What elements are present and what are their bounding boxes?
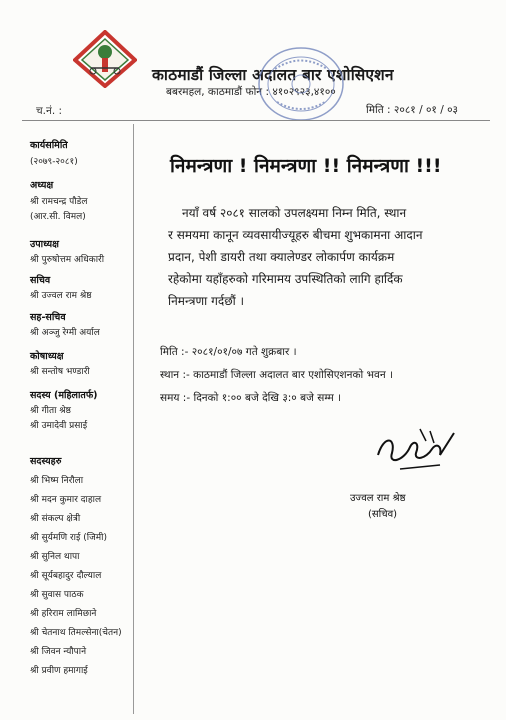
women-member-heading: सदस्य (महिलातर्फ): [30, 390, 98, 401]
invitation-paragraph-line: प्रदान, पेशी डायरी तथा क्यालेण्डर लोकार्पण कार्यक्रम: [168, 250, 395, 264]
treasurer-name: श्री सन्तोष भण्डारी: [30, 367, 90, 377]
vice-president-name: श्री पुरुषोत्तम अधिकारी: [30, 255, 105, 265]
event-date: मिति :- २०८१/०१/०७ गते शुक्रबार ।: [160, 346, 297, 358]
header-divider: [22, 120, 490, 121]
reference-number-label: च.नं. :: [36, 105, 63, 117]
invitation-paragraph-line: निमन्त्रणा गर्दछौं ।: [168, 294, 245, 308]
president-heading: अध्यक्ष: [30, 180, 54, 191]
treasurer-heading: कोषाध्यक्ष: [30, 351, 64, 362]
joint-secretary-heading: सह-सचिव: [30, 312, 66, 323]
event-time: समय :- दिनको १:०० बजे देखि ३:० बजे सम्म ।: [160, 392, 342, 404]
invitation-paragraph-line: रहेकोमा यहाँहरुको गरिमामय उपस्थितिको लागि हार्दिक: [168, 272, 403, 286]
women-member-name: श्री गीता श्रेष्ठ: [30, 406, 71, 416]
letter-date: मिति : २०८१ / ०१ / ०३: [366, 104, 459, 116]
member-name: श्री मदन कुमार दाहाल: [30, 495, 102, 505]
committee-term: (२०७९-२०८१): [30, 157, 78, 167]
member-name: श्री भिष्म निरौला: [30, 476, 84, 486]
president-name: श्री रामचन्द्र पौडेल: [30, 197, 88, 207]
secretary-heading: सचिव: [30, 275, 51, 286]
member-name: श्री सूर्यबहादुर दौल्याल: [30, 571, 102, 581]
member-name: श्री सुनिल थापा: [30, 552, 80, 562]
member-name: श्री चेतनाथ तिमल्सेना(चेतन): [30, 628, 122, 638]
member-name: श्री सुवास पाठक: [30, 590, 84, 600]
committee-heading: कार्यसमिति: [30, 140, 68, 151]
executive-committee-sidebar: [22, 124, 134, 714]
member-name: श्री सुर्यमणि राई (जिमी): [30, 533, 107, 543]
member-name: श्री प्रवीण हमागाई: [30, 666, 88, 676]
member-name: श्री जिवन न्यौपाने: [30, 647, 87, 657]
secretary-name: श्री उज्वल राम श्रेष्ठ: [30, 291, 92, 301]
members-heading: सदस्यहरु: [30, 456, 62, 467]
signatory-name: उज्वल राम श्रेष्ठ: [350, 493, 406, 504]
organization-address: बबरमहल, काठमाडौं फोन : ४१०२९२३,४१००: [166, 86, 336, 98]
signatory-role: (सचिव): [368, 509, 398, 520]
event-venue: स्थान :- काठमाडौं जिल्ला अदालत बार एशोसिएशनको भवन ।: [160, 369, 393, 381]
vice-president-heading: उपाध्यक्ष: [30, 239, 59, 250]
organization-title: काठमाडौं जिल्ला अदालत बार एशोसिएशन: [152, 66, 394, 84]
handwritten-signature-icon: [370, 425, 460, 477]
invitation-paragraph-line: नयाँ वर्ष २०८१ सालको उपलक्ष्यमा निम्न मिति, स्थान: [182, 206, 407, 220]
member-name: श्री हरिराम लामिछाने: [30, 609, 97, 619]
member-name: श्री संकल्प क्षेत्री: [30, 514, 81, 524]
invitation-title: निमन्त्रणा ! निमन्त्रणा !! निमन्त्रणा !!!: [170, 155, 442, 177]
women-member-name: श्री उमादेवी प्रसाई: [30, 421, 88, 431]
invitation-paragraph-line: र समयमा कानून व्यवसायीज्यूहरु बीचमा शुभकामना आदान: [168, 228, 423, 242]
president-alias: (आर.सी. विमल): [30, 212, 86, 222]
official-stamp-icon: [255, 44, 347, 124]
joint-secretary-name: श्री अञ्जु रेग्मी अर्याल: [30, 328, 100, 338]
association-logo-icon: [73, 30, 137, 88]
